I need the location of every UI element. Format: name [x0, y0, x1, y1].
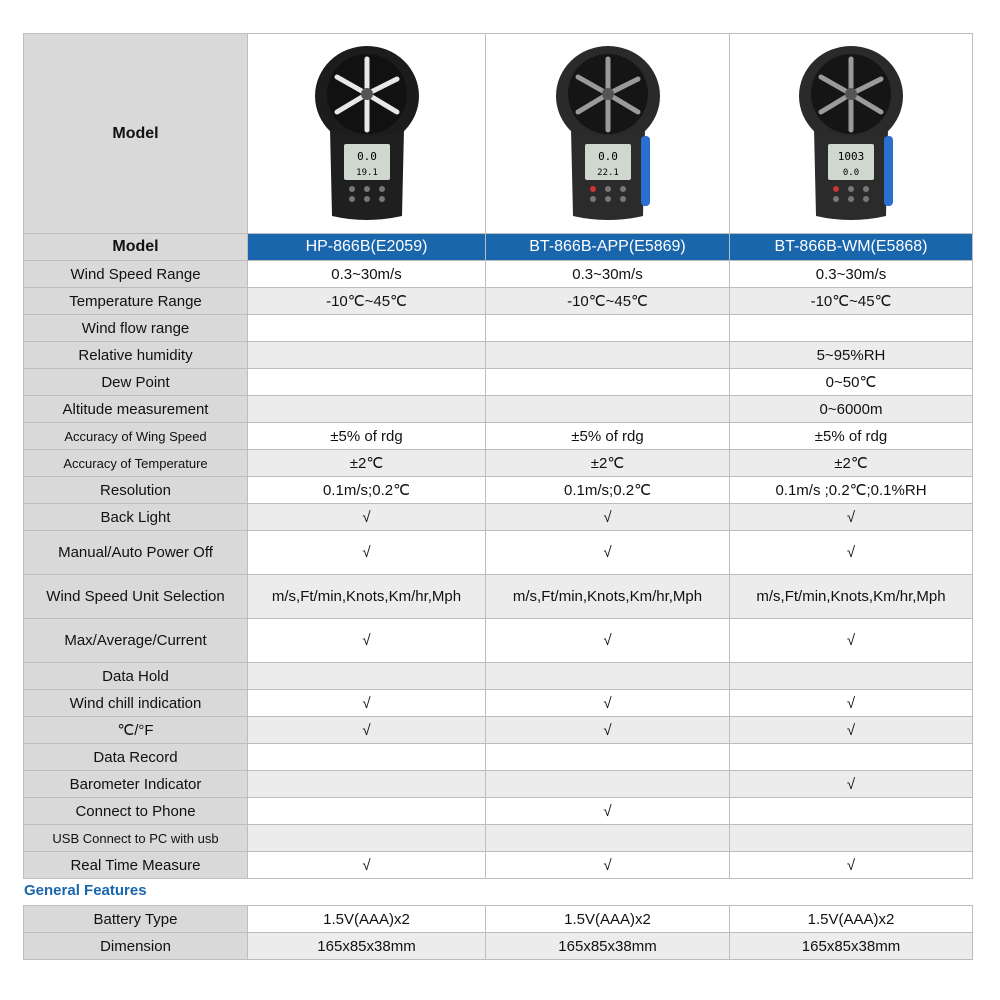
spec-label: Wind chill indication	[24, 690, 248, 717]
spec-value: 5~95%RH	[730, 342, 973, 369]
general-features-title: General Features	[24, 882, 147, 899]
spec-value: 0~50℃	[730, 369, 973, 396]
spec-value	[486, 396, 730, 423]
spec-value	[486, 771, 730, 798]
spec-value: √	[486, 531, 730, 575]
spec-value: m/s,Ft/min,Knots,Km/hr,Mph	[248, 575, 486, 619]
spec-label: Wind Speed Unit Selection	[24, 575, 248, 619]
spec-value: -10℃~45℃	[248, 288, 486, 315]
lcd-top-text: 1003	[837, 149, 865, 163]
model-header-row	[24, 234, 973, 261]
spec-row	[24, 315, 973, 342]
spec-value	[730, 798, 973, 825]
device-image-cell	[730, 34, 973, 234]
spec-value: √	[486, 690, 730, 717]
spec-row	[24, 825, 973, 852]
spec-row	[24, 531, 973, 575]
spec-row	[24, 690, 973, 717]
spec-value: √	[486, 619, 730, 663]
spec-value	[248, 396, 486, 423]
spec-row	[24, 744, 973, 771]
spec-value	[730, 744, 973, 771]
spec-value	[486, 342, 730, 369]
spec-value: ±5% of rdg	[248, 423, 486, 450]
spec-label: Wind flow range	[24, 315, 248, 342]
general-row	[24, 906, 973, 933]
spec-row	[24, 504, 973, 531]
spec-row	[24, 619, 973, 663]
spec-value	[248, 315, 486, 342]
spec-value	[486, 744, 730, 771]
spec-value: -10℃~45℃	[730, 288, 973, 315]
general-features-table	[23, 905, 973, 960]
spec-row	[24, 798, 973, 825]
spec-value: √	[248, 852, 486, 879]
spec-value: m/s,Ft/min,Knots,Km/hr,Mph	[730, 575, 973, 619]
model-name: BT-866B-APP(E5869)	[486, 234, 730, 261]
spec-value	[486, 315, 730, 342]
spec-value: ±2℃	[486, 450, 730, 477]
general-value: 165x85x38mm	[730, 933, 973, 960]
spec-label: Accuracy of Wing Speed	[24, 423, 248, 450]
general-value: 165x85x38mm	[248, 933, 486, 960]
spec-row	[24, 450, 973, 477]
spec-row	[24, 477, 973, 504]
spec-label: Real Time Measure	[24, 852, 248, 879]
spec-value: 0~6000m	[730, 396, 973, 423]
anemometer-image-3	[796, 44, 906, 224]
spec-value	[486, 663, 730, 690]
spec-label: Data Hold	[24, 663, 248, 690]
spec-value: √	[248, 531, 486, 575]
spec-label: Dew Point	[24, 369, 248, 396]
spec-row	[24, 575, 973, 619]
spec-value	[248, 744, 486, 771]
spec-value	[248, 663, 486, 690]
spec-value: √	[486, 852, 730, 879]
spec-value: √	[486, 717, 730, 744]
spec-value: 0.3~30m/s	[248, 261, 486, 288]
spec-value: ±5% of rdg	[486, 423, 730, 450]
spec-value: √	[730, 852, 973, 879]
spec-value: √	[486, 798, 730, 825]
spec-value	[730, 315, 973, 342]
spec-label: USB Connect to PC with usb	[24, 825, 248, 852]
spec-value	[248, 825, 486, 852]
spec-label: Connect to Phone	[24, 798, 248, 825]
spec-label: Resolution	[24, 477, 248, 504]
spec-value: √	[730, 619, 973, 663]
spec-value: √	[730, 504, 973, 531]
lcd-top-text: 0.0	[597, 149, 618, 163]
lcd-top-text: 0.0	[356, 149, 377, 163]
general-row	[24, 933, 973, 960]
device-image-cell	[486, 34, 730, 234]
model-header-label: Model	[24, 234, 248, 261]
model-name: BT-866B-WM(E5868)	[730, 234, 973, 261]
spec-row	[24, 852, 973, 879]
anemometer-image-1	[312, 44, 422, 224]
spec-row	[24, 342, 973, 369]
spec-value: 0.3~30m/s	[486, 261, 730, 288]
general-label: Dimension	[24, 933, 248, 960]
spec-value	[248, 798, 486, 825]
model-name: HP-866B(E2059)	[248, 234, 486, 261]
spec-value: 0.1m/s ;0.2℃;0.1%RH	[730, 477, 973, 504]
spec-row	[24, 369, 973, 396]
spec-value	[486, 825, 730, 852]
spec-value: √	[248, 690, 486, 717]
spec-value: √	[730, 531, 973, 575]
general-value: 1.5V(AAA)x2	[486, 906, 730, 933]
spec-label: ℃/°F	[24, 717, 248, 744]
spec-value	[248, 771, 486, 798]
spec-value: 0.1m/s;0.2℃	[248, 477, 486, 504]
spec-row	[24, 423, 973, 450]
spec-label: Temperature Range	[24, 288, 248, 315]
general-label: Battery Type	[24, 906, 248, 933]
spec-value: ±2℃	[730, 450, 973, 477]
image-row	[24, 34, 973, 234]
anemometer-image-2	[553, 44, 663, 224]
spec-label: Manual/Auto Power Off	[24, 531, 248, 575]
spec-value: √	[730, 771, 973, 798]
spec-value	[486, 369, 730, 396]
model-image-label: Model	[24, 34, 248, 234]
comparison-table	[23, 33, 973, 879]
spec-row	[24, 663, 973, 690]
spec-row	[24, 717, 973, 744]
spec-row	[24, 771, 973, 798]
spec-value: √	[730, 717, 973, 744]
spec-value: ±5% of rdg	[730, 423, 973, 450]
lcd-bottom-text: 0.0	[842, 167, 860, 178]
spec-value: √	[248, 717, 486, 744]
spec-label: Max/Average/Current	[24, 619, 248, 663]
spec-value: 0.3~30m/s	[730, 261, 973, 288]
general-value: 165x85x38mm	[486, 933, 730, 960]
general-value: 1.5V(AAA)x2	[248, 906, 486, 933]
spec-value: m/s,Ft/min,Knots,Km/hr,Mph	[486, 575, 730, 619]
spec-value: ±2℃	[248, 450, 486, 477]
spec-value: √	[248, 504, 486, 531]
spec-value	[730, 825, 973, 852]
spec-label: Relative humidity	[24, 342, 248, 369]
lcd-bottom-text: 19.1	[355, 167, 378, 178]
spec-label: Wind Speed Range	[24, 261, 248, 288]
spec-value	[248, 369, 486, 396]
device-image-cell	[248, 34, 486, 234]
spec-label: Back Light	[24, 504, 248, 531]
spec-value: √	[248, 619, 486, 663]
spec-label: Altitude measurement	[24, 396, 248, 423]
spec-value: √	[486, 504, 730, 531]
general-value: 1.5V(AAA)x2	[730, 906, 973, 933]
spec-value	[730, 663, 973, 690]
spec-label: Data Record	[24, 744, 248, 771]
spec-row	[24, 261, 973, 288]
spec-row	[24, 396, 973, 423]
spec-label: Accuracy of Temperature	[24, 450, 248, 477]
spec-value: √	[730, 690, 973, 717]
lcd-bottom-text: 22.1	[596, 167, 619, 178]
spec-value: -10℃~45℃	[486, 288, 730, 315]
spec-value	[248, 342, 486, 369]
spec-value: 0.1m/s;0.2℃	[486, 477, 730, 504]
spec-row	[24, 288, 973, 315]
spec-label: Barometer Indicator	[24, 771, 248, 798]
